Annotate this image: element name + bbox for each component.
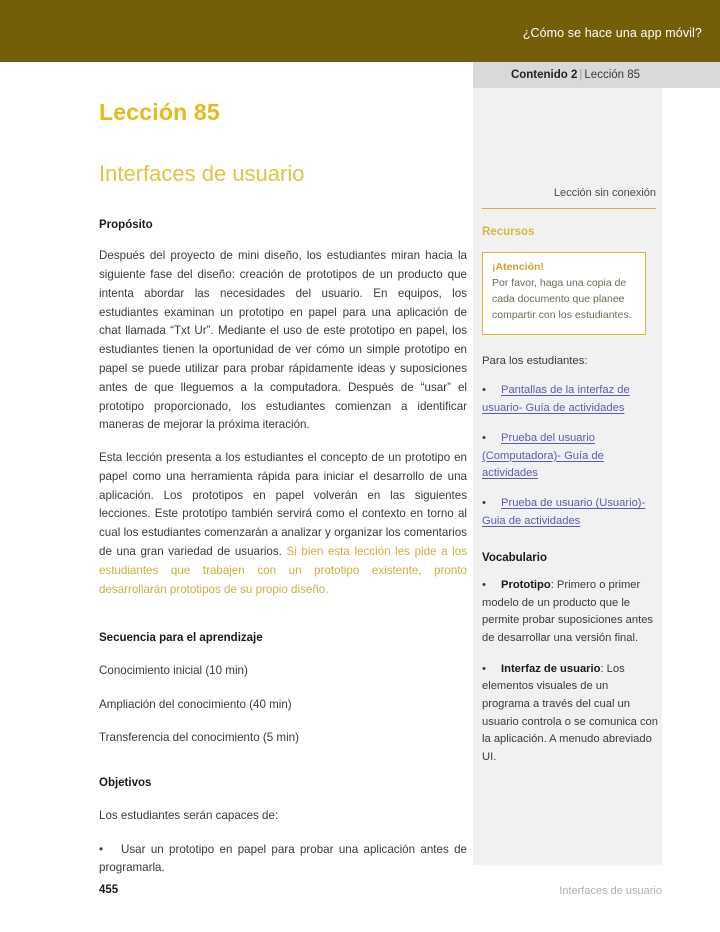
second-paragraph-highlight: Si bien esta lección les pide a los estudiantes que trabajen con un prototipo existente, pronto desarrollarán prototipos de su propio diseño. bbox=[99, 545, 467, 596]
sequence-item: Conocimiento inicial (10 min) bbox=[99, 664, 248, 678]
footer-running-title: Interfaces de usuario bbox=[559, 885, 662, 897]
breadcrumb-lesson-label: Lección 85 bbox=[584, 69, 641, 81]
vocabulary-item bbox=[482, 577, 658, 648]
attention-callout-box bbox=[482, 252, 646, 335]
vocabulary-definition: : Primero o primer modelo de un producto que le permite probar suposiciones antes de desarrollar una versión final. bbox=[482, 578, 654, 645]
purpose-heading: Propósito bbox=[99, 219, 153, 232]
vocabulary-heading: Vocabulario bbox=[482, 551, 547, 564]
sequence-heading: Secuencia para el aprendizaje bbox=[99, 632, 263, 645]
resource-link[interactable]: Prueba de usuario (Usuario)- Guia de actividades bbox=[482, 497, 646, 527]
objectives-lead: Los estudiantes serán capaces de: bbox=[99, 809, 279, 823]
vocabulary-definition: : Los elementos visuales de un programa a través del cual un usuario controla o se comunica con la aplicación. A menudo abreviado UI. bbox=[482, 662, 658, 764]
vocabulary-term: Prototipo bbox=[501, 578, 551, 591]
breadcrumb bbox=[511, 69, 682, 81]
breadcrumb-content-label: Contenido 2 bbox=[510, 69, 578, 81]
sidebar-divider bbox=[482, 208, 656, 209]
footer-page-number: 455 bbox=[99, 884, 119, 896]
students-resources-lead: Para los estudiantes: bbox=[482, 354, 588, 367]
vocabulary-item bbox=[482, 661, 658, 767]
resource-link[interactable]: Prueba del usuario (Computadora)- Guía de actividades bbox=[482, 432, 604, 479]
resource-link-item[interactable] bbox=[482, 382, 658, 417]
page-title: Interfaces de usuario bbox=[99, 161, 305, 187]
main-content-column bbox=[99, 100, 467, 878]
second-paragraph bbox=[99, 449, 467, 599]
resource-link[interactable]: Pantallas de la interfaz de usuario- Guía de actividades bbox=[482, 384, 630, 414]
objectives-item-text: Usar un prototipo en papel para probar una aplicación antes de programarla. bbox=[99, 842, 467, 875]
sidebar-content bbox=[482, 88, 658, 767]
breadcrumb-separator: | bbox=[579, 69, 583, 81]
sequence-item: Ampliación del conocimiento (40 min) bbox=[99, 697, 292, 711]
bullet-icon: • bbox=[482, 662, 486, 675]
sequence-item: Transferencia del conocimiento (5 min) bbox=[99, 730, 299, 744]
resource-link-item[interactable] bbox=[482, 495, 658, 530]
attention-title: ¡Atención! bbox=[492, 261, 544, 273]
purpose-paragraph: Después del proyecto de mini diseño, los estudiantes miran hacia la siguiente fase del diseño: creación de prototipos de un producto que intenta abordar las necesidades del usuario. En equipos, los estudiantes examinan un prototipo en papel para una aplicación de chat llamada “Txt Ur”. Mediante el uso de este prototipo en papel, los estudiantes tienen la oportunidad de ver cómo un simple prototipo en papel se puede utilizar para probar rápidamente ideas y suposiciones antes de que lleguemos a la computadora. Después de “usar” el prototipo proporcionado, los estudiantes comienzan a identificar maneras de mejorar la próxima iteración. bbox=[99, 249, 467, 432]
bullet-icon: • bbox=[99, 842, 104, 856]
objectives-list-item bbox=[99, 841, 467, 879]
bullet-icon: • bbox=[482, 384, 486, 397]
resource-link-item[interactable] bbox=[482, 430, 658, 482]
attention-body: Por favor, haga una copia de cada documento que planee compartir con los estudiantes. bbox=[492, 276, 632, 321]
lesson-number-heading: Lección 85 bbox=[99, 99, 220, 125]
objectives-heading: Objetivos bbox=[99, 777, 152, 790]
header-band-title: ¿Cómo se hace una app móvil? bbox=[522, 26, 702, 40]
bullet-icon: • bbox=[482, 432, 486, 445]
vocabulary-term: Interfaz de usuario bbox=[501, 662, 601, 675]
offline-lesson-note: Lección sin conexión bbox=[553, 187, 656, 199]
resources-heading: Recursos bbox=[482, 226, 535, 238]
content-breadcrumb-bar bbox=[473, 62, 720, 88]
header-band bbox=[0, 0, 720, 62]
second-paragraph-plain: Esta lección presenta a los estudiantes el concepto de un prototipo en papel como una herramienta rápida para iniciar el desarrollo de una aplicación. Los prototipos en papel volverán en las siguientes lecciones. Este prototipo también servirá como el contexto en torno al cual los estudiantes comenzarán a analizar y organizar los comentarios de una gran variedad de usuarios. bbox=[99, 451, 467, 558]
bullet-icon: • bbox=[482, 497, 486, 510]
bullet-icon: • bbox=[482, 578, 486, 591]
